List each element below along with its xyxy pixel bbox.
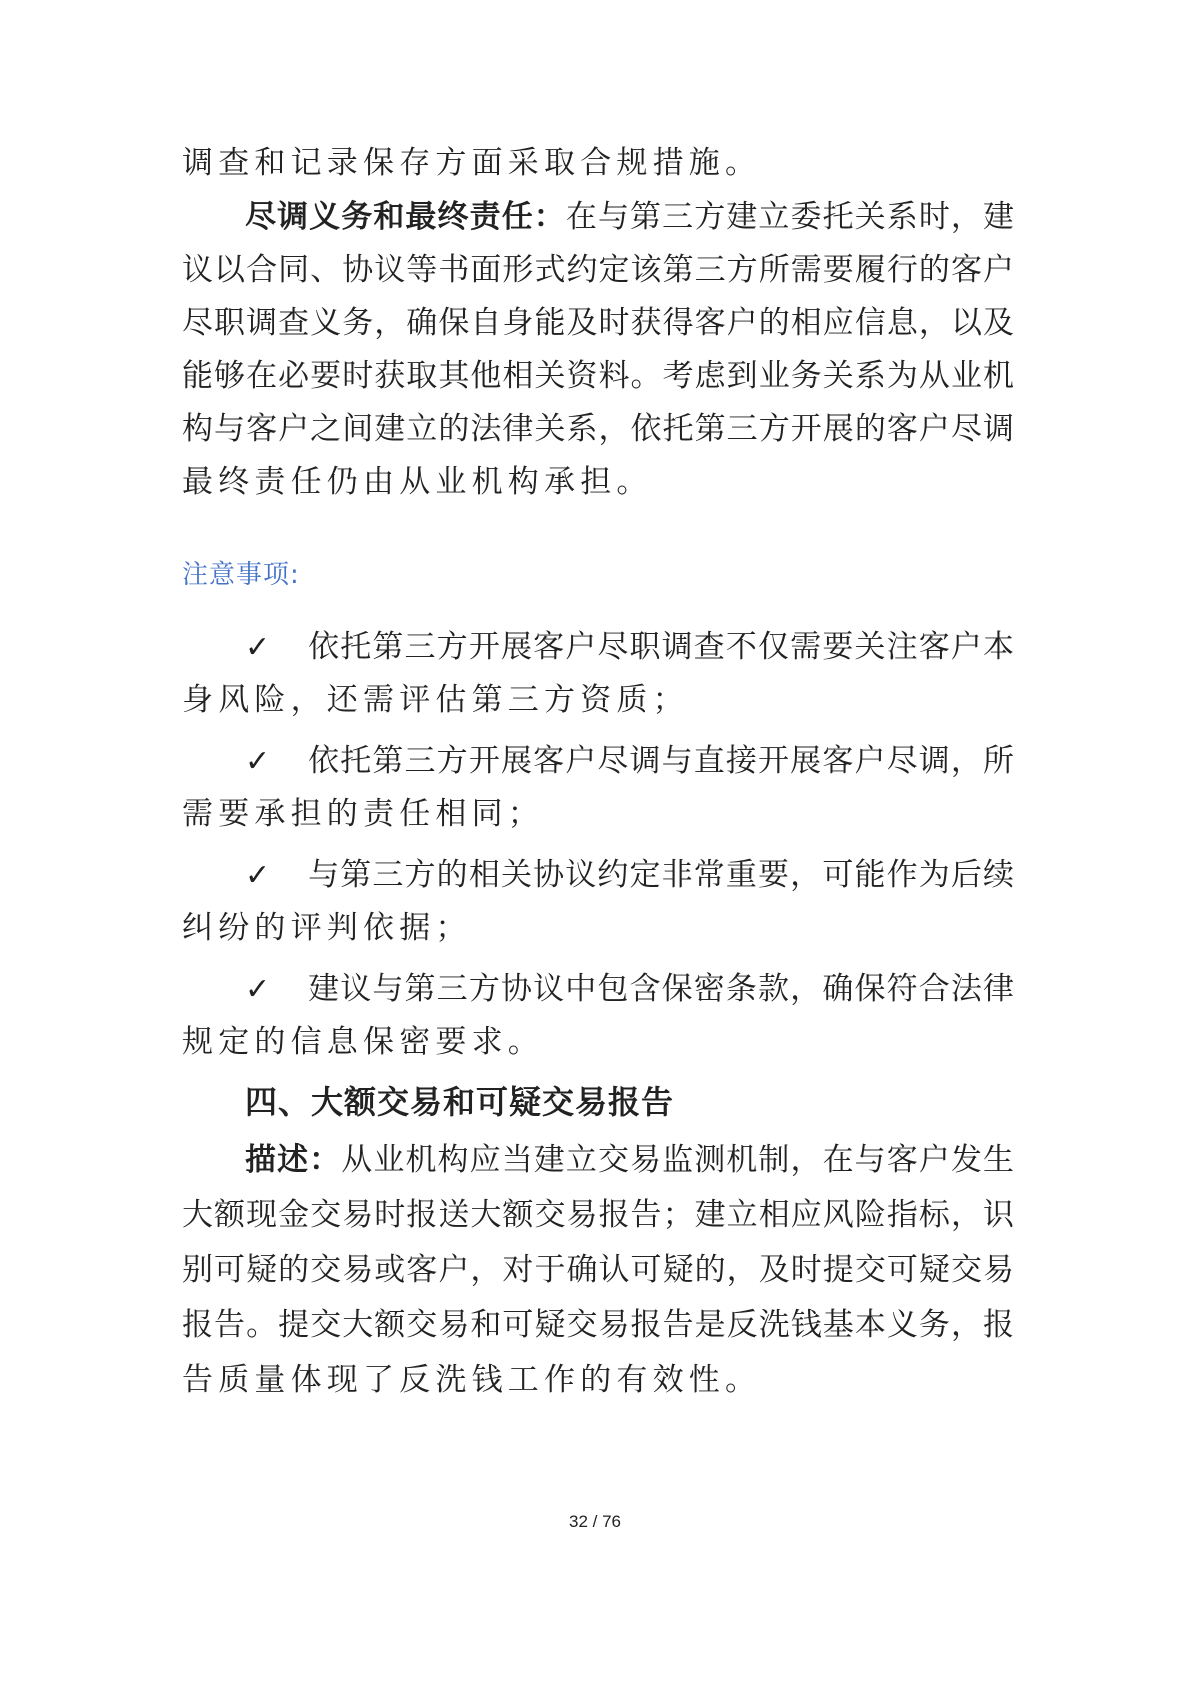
duty-paragraph-line: 议以合同、协议等书面形式约定该第三方所需要履行的客户 [182,252,1014,288]
checklist-item-text: 与第三方的相关协议约定非常重要，可能作为后续 [307,857,1014,893]
page-number: 32 / 76 [569,1512,621,1531]
description-paragraph-line: 报告。提交大额交易和可疑交易报告是反洗钱基本义务，报 [182,1307,1014,1343]
checklist-item-4 [245,969,1014,1010]
duty-paragraph-line: 构与客户之间建立的法律关系，依托第三方开展的客户尽调 [182,411,1014,447]
duty-paragraph-line: 能够在必要时获取其他相关资料。考虑到业务关系为从业机 [182,358,1014,394]
checklist-item-continuation: 需要承担的责任相同； [182,796,544,832]
check-icon: ✓ [245,744,271,779]
duty-paragraph-first-line [245,197,1014,237]
duty-paragraph-line: 尽职调查义务，确保自身能及时获得客户的相应信息，以及 [182,305,1014,341]
duty-label: 尽调义务和最终责任： [245,199,566,235]
description-paragraph-line: 别可疑的交易或客户，对于确认可疑的，及时提交可疑交易 [182,1252,1014,1288]
checklist-item-2 [245,741,1014,782]
description-text-0: 从业机构应当建立交易监测机制，在与客户发生 [341,1142,1015,1178]
description-paragraph-line: 告质量体现了反洗钱工作的有效性。 [182,1362,762,1398]
description-paragraph-first-line [245,1140,1014,1180]
check-icon: ✓ [245,972,271,1007]
checklist-item-text: 建议与第三方协议中包含保密条款，确保符合法律 [307,971,1014,1007]
checklist-item-3 [245,855,1014,896]
section-heading: 四、大额交易和可疑交易报告 [245,1083,675,1121]
description-paragraph-line: 大额现金交易时报送大额交易报告；建立相应风险指标，识 [182,1197,1014,1233]
checklist-item-text: 依托第三方开展客户尽职调查不仅需要关注客户本 [307,629,1014,665]
duty-paragraph-line: 最终责任仍由从业机构承担。 [182,464,653,500]
checklist-item-continuation: 身风险，还需评估第三方资质； [182,682,689,718]
checklist-item-continuation: 纠纷的评判依据； [182,910,472,946]
duty-text-0: 在与第三方建立委托关系时，建 [565,199,1015,235]
description-label: 描述： [245,1142,342,1178]
checklist-item-continuation: 规定的信息保密要求。 [182,1024,544,1060]
notes-label: 注意事项: [182,560,300,590]
check-icon: ✓ [245,630,271,665]
checklist-item-text: 依托第三方开展客户尽调与直接开展客户尽调，所 [307,743,1014,779]
opening-line: 调查和记录保存方面采取合规措施。 [182,145,762,181]
check-icon: ✓ [245,858,271,893]
checklist-item-1 [245,627,1014,668]
